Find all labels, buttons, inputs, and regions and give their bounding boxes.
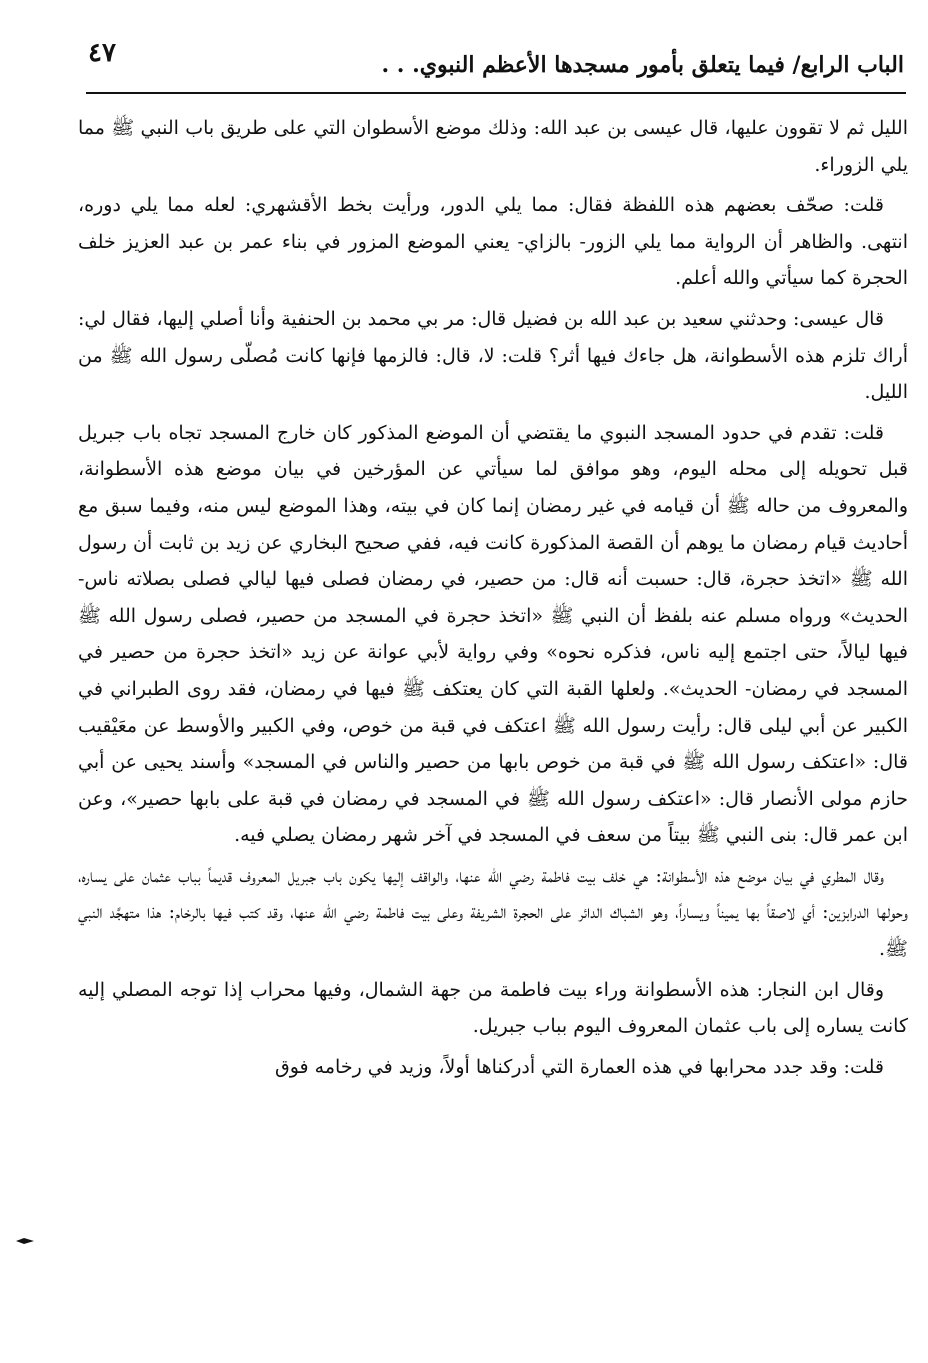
margin-mark-icon xyxy=(14,1236,36,1246)
paragraph: الليل ثم لا تقوون عليها، قال عيسى بن عبد الله: وذلك موضع الأسطوان التي على طريق باب النبي ﷺ مما يلي الزوراء. xyxy=(78,117,908,176)
page-body xyxy=(78,110,908,1089)
paragraph: وقال ابن النجار: هذه الأسطوانة وراء بيت فاطمة من جهة الشمال، وفيها محراب إذا توجه المصلي إليه كانت يساره إلى باب عثمان المعروف اليوم بباب جبريل. xyxy=(78,978,908,1038)
page-header xyxy=(86,34,904,90)
paragraph: قال عيسى: وحدثني سعيد بن عبد الله بن فضيل قال: مر بي محمد بن الحنفية وأنا أصلي إليها، فقال لي: أراك تلزم هذه الأسطوانة، هل جاءك فيها أثر؟ قلت: لا، قال: فالزمها فإنها كانت مُصلّى رسول الله ﷺ من الليل. xyxy=(78,307,908,404)
page-number: ٤٧ xyxy=(88,38,116,68)
paragraph: قلت: صحّف بعضهم هذه اللفظة فقال: مما يلي الدور، ورأيت بخط الأقشهري: لعله مما يلي دوره، انتهى. والظاهر أن الرواية مما يلي الزور- بالزاي- يعني الموضع المزور في بناء عمر بن عبد العزيز خلف الحجرة كما سيأتي والله أعلم. xyxy=(78,194,908,290)
chapter-title: الباب الرابع/ فيما يتعلق بأمور مسجدها الأعظم النبوي. . . xyxy=(381,52,904,78)
paragraph: وقال المطري في بيان موضع هذه الأسطوانة: هي خلف بيت فاطمة رضي الله عنها، والواقف إليها يكون باب جبريل المعروف قديماً بباب عثمان على يساره، وحولها الدرابزين: أي لاصقاً بها يميناً ويساراً، وهو الشباك الدائر على الحجرة الشريفة وعلى بيت فاطمة رضي الله عنها، وقد كتب فيها بالرخام: هذا متهجَّد النبي ﷺ. xyxy=(78,864,908,961)
header-divider xyxy=(86,92,906,94)
paragraph: قلت: تقدم في حدود المسجد النبوي ما يقتضي أن الموضع المذكور كان خارج المسجد تجاه باب جبريل قبل تحويله إلى محله اليوم، وهو موافق لما سيأتي عن المؤرخين في بيان موضع هذه الأسطوانة، والمعروف من حاله ﷺ أن قيامه في غير رمضان إنما كان في بيته، وهذا الموضع ليس منه، وفيما سبق مع أحاديث قيام رمضان ما يوهم أن القصة المذكورة كانت فيه، ففي صحيح البخاري عن زيد بن ثابت أن رسول الله ﷺ «اتخذ حجرة، قال: حسبت أنه قال: من حصير، في رمضان فصلى فيها ليالي فصلى بصلاته ناس- الحديث» ورواه مسلم عنه بلفظ أن النبي ﷺ «اتخذ حجرة في المسجد من حصير، فصلى رسول الله ﷺ فيها ليالاً، حتى اجتمع إليه ناس، فذكره نحوه» وفي رواية لأبي عوانة عن زيد «اتخذ حجرة من حصير في المسجد في رمضان- الحديث». ولعلها القبة التي كان يعتكف ﷺ فيها في رمضان، فقد روى الطبراني في الكبير عن أبي ليلى قال: رأيت رسول الله ﷺ اعتكف في قبة من خوص، وفي الكبير والأوسط عن معَيْقيب قال: «اعتكف رسول الله ﷺ في قبة من خوص بابها من حصير والناس في المسجد» وأسند يحيى عن أبي حازم مولى الأنصار قال: «اعتكف رسول الله ﷺ في المسجد في رمضان في قبة على بابها حصير»، وعن ابن عمر قال: بنى النبي ﷺ بيتاً من سعف في المسجد في آخر شهر رمضان يصلي فيه. xyxy=(78,421,908,847)
paragraph: قلت: وقد جدد محرابها في هذه العمارة التي أدركناها أولاً، وزيد في رخامه فوق xyxy=(275,1055,884,1078)
